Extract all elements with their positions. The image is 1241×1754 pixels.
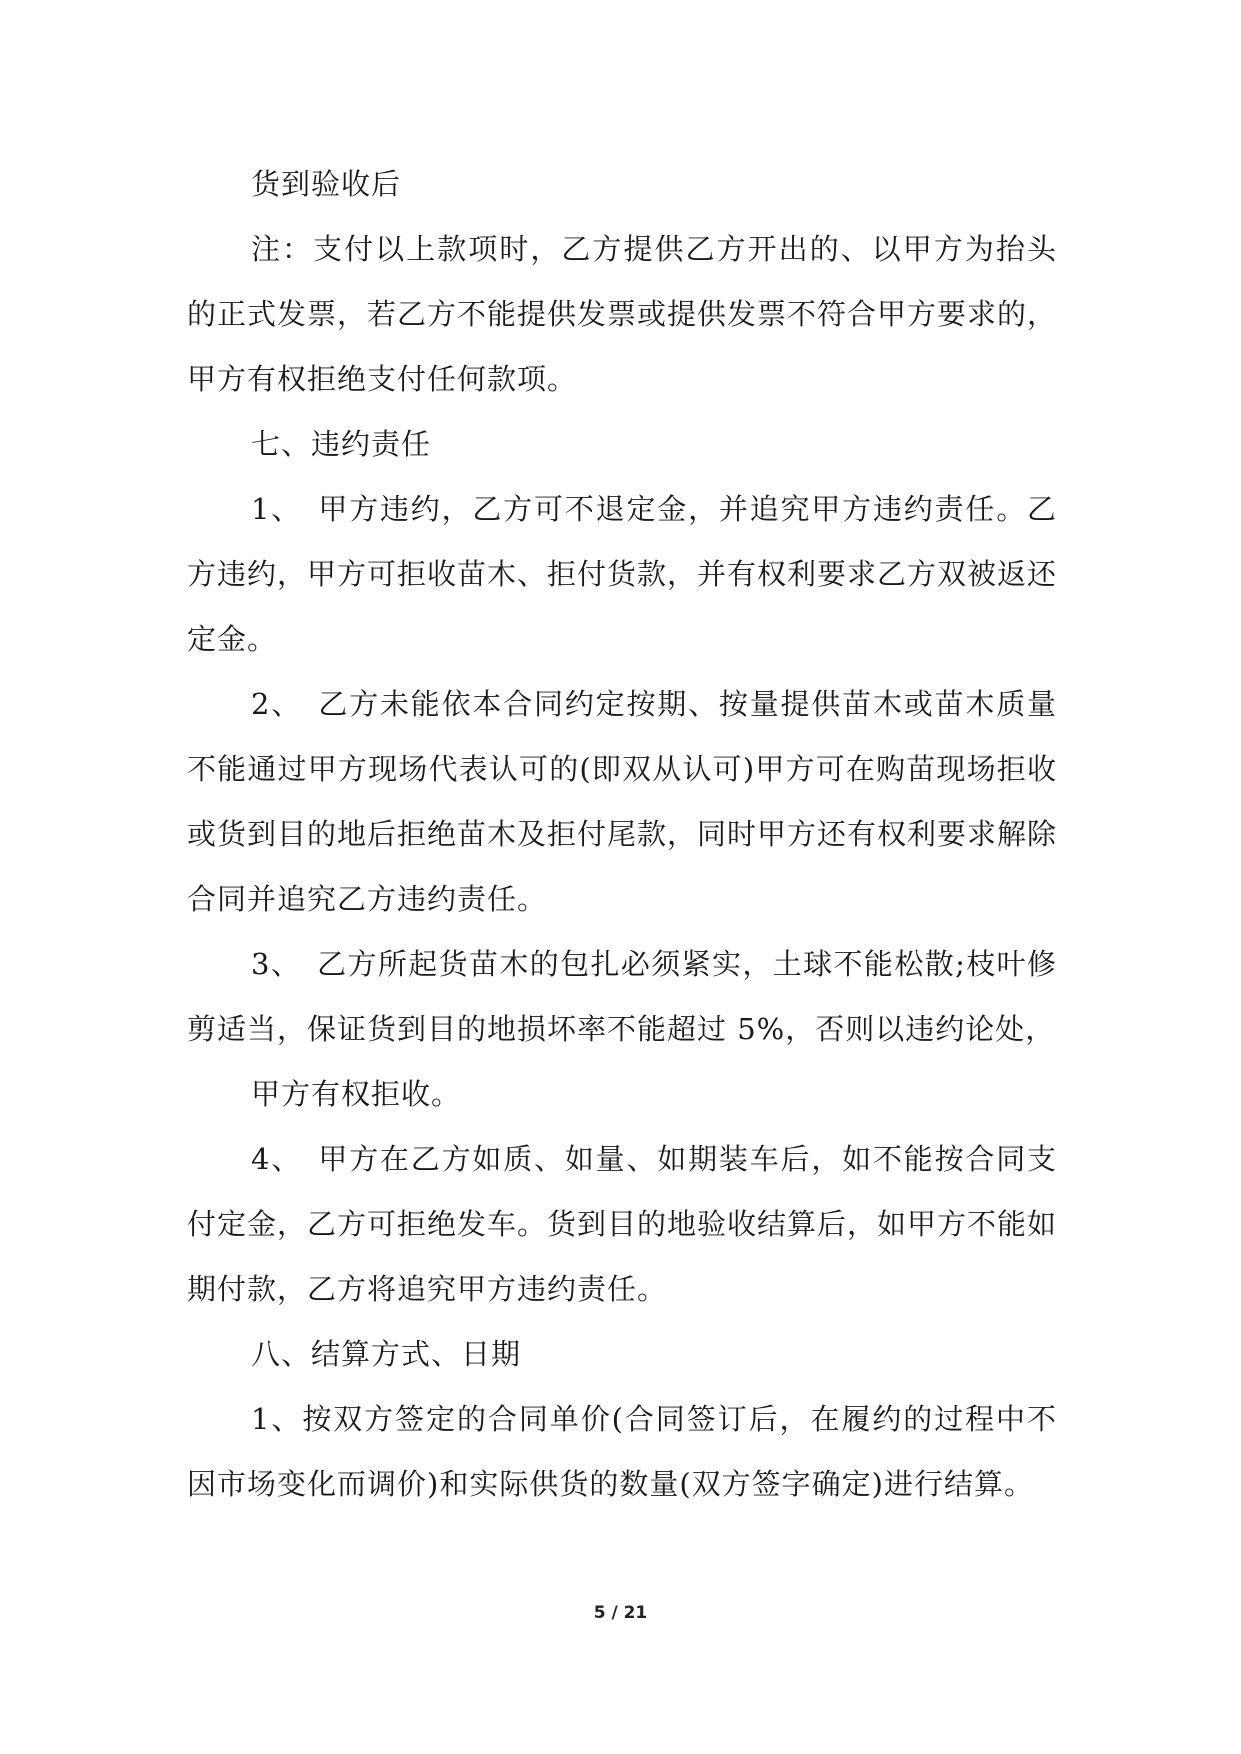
document-body (187, 152, 1057, 1517)
clause-4-payment: 4、 甲方在乙方如质、如量、如期装车后，如不能按合同支付定金，乙方可拒绝发车。货到目的地验收结算后，如甲方不能如期付款，乙方将追究甲方违约责任。 (187, 1142, 1058, 1306)
page-number: 5 / 21 (593, 1603, 648, 1623)
paragraph-right-to-reject: 甲方有权拒收。 (251, 1077, 462, 1111)
paragraph-invoice-note: 注：支付以上款项时，乙方提供乙方开出的、以甲方为抬头的正式发票，若乙方不能提供发票或提供发票不符合甲方要求的，甲方有权拒绝支付任何款项。 (187, 232, 1058, 396)
clause-settlement-1: 1、按双方签定的合同单价(合同签订后，在履约的过程中不因市场变化而调价)和实际供货的数量(双方签字确定)进行结算。 (187, 1402, 1057, 1501)
paragraph-delivery-acceptance: 货到验收后 (251, 167, 402, 201)
clause-3-packing: 3、 乙方所起货苗木的包扎必须紧实，土球不能松散;枝叶修剪适当，保证货到目的地损坏率不能超过 5%，否则以违约论处， (187, 947, 1057, 1046)
clause-1-breach: 1、 甲方违约，乙方可不退定金，并追究甲方违约责任。乙方违约，甲方可拒收苗木、拒付货款，并有权利要求乙方双被返还定金。 (187, 492, 1058, 656)
clause-2-supply-failure: 2、 乙方未能依本合同约定按期、按量提供苗木或苗木质量不能通过甲方现场代表认可的(即双从认可)甲方可在购苗现场拒收或货到目的地后拒绝苗木及拒付尾款，同时甲方还有权利要求解除合同并追究乙方违约责任。 (187, 687, 1058, 916)
section-heading-settlement: 八、结算方式、日期 (251, 1337, 522, 1371)
section-heading-breach-liability: 七、违约责任 (251, 427, 432, 461)
